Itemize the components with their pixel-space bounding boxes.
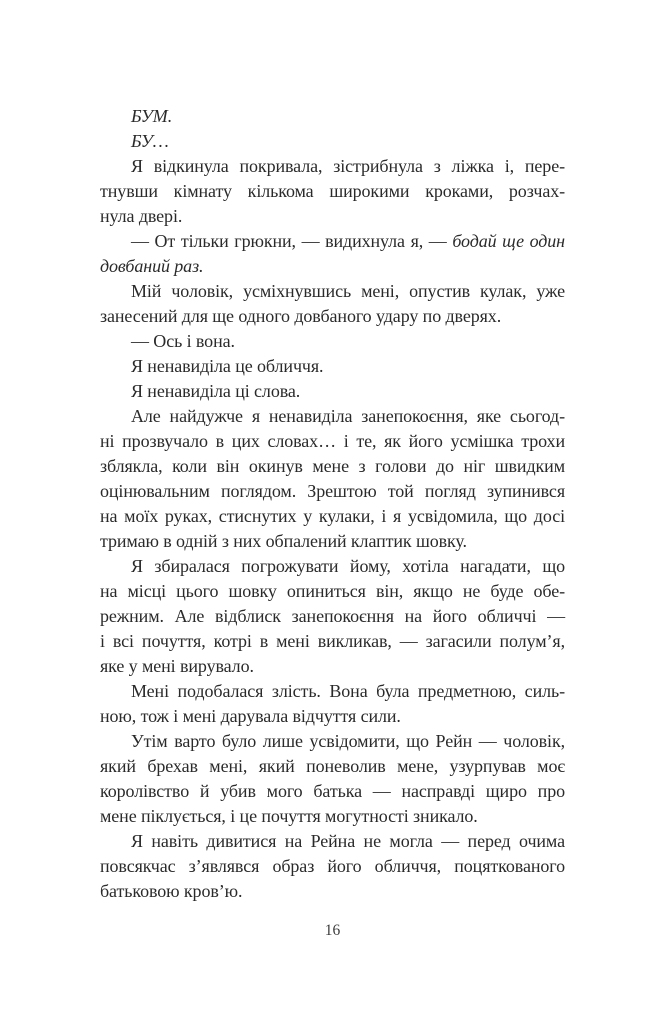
text-segment: батьковою кров’ю.	[100, 881, 243, 901]
text-line	[100, 604, 565, 629]
text-segment: Мені подобалася злість. Вона була предметною, силь-	[131, 681, 565, 701]
text-line	[100, 104, 565, 129]
text-segment: оцінювальним поглядом. Зрештою той погляд зупинився	[100, 481, 565, 501]
text-segment: королівство й убив мого батька — насправді щиро про	[100, 781, 565, 801]
page-number: 16	[324, 922, 341, 939]
italic-text-segment: бодай ще один	[452, 231, 565, 251]
text-line	[100, 379, 565, 404]
text-line	[100, 579, 565, 604]
text-segment: нула двері.	[100, 206, 183, 226]
paragraph	[100, 554, 565, 679]
text-segment: Мій чоловік, усміхнувшись мені, опустив кулак, уже	[131, 281, 565, 301]
text-line	[100, 754, 565, 779]
text-segment: і всі почуття, котрі в мені викликав, — загасили полум’я,	[100, 631, 565, 651]
paragraph	[100, 104, 565, 129]
text-segment: який брехав мені, який поневолив мене, узурпував моє	[100, 756, 565, 776]
paragraph	[100, 829, 565, 904]
text-segment: режним. Але відблиск занепокоєння на його обличчі —	[100, 606, 565, 626]
text-line	[100, 154, 565, 179]
text-segment: тнувши кімнату кількома широкими кроками, розчах-	[100, 181, 565, 201]
text-segment: занесений для ще одного довбаного удару по дверях.	[100, 306, 502, 326]
text-segment: — Ось і вона.	[131, 331, 235, 351]
text-segment: Я ненавиділа це обличчя.	[131, 356, 324, 376]
text-line	[100, 629, 565, 654]
text-segment: Я відкинула покривала, зістрибнула з ліжка і, пере-	[131, 156, 565, 176]
text-line	[100, 679, 565, 704]
text-line	[100, 129, 565, 154]
text-line	[100, 854, 565, 879]
text-segment: мене піклується, і це почуття могутності зникало.	[100, 806, 478, 826]
text-segment: Утім варто було лише усвідомити, що Рейн — чоловік,	[131, 731, 565, 751]
text-line	[100, 229, 565, 254]
text-segment: повсякчас з’являвся образ його обличчя, поцяткованого	[100, 856, 565, 876]
text-line	[100, 304, 565, 329]
text-line	[100, 179, 565, 204]
text-line	[100, 354, 565, 379]
paragraph	[100, 729, 565, 829]
text-line	[100, 729, 565, 754]
text-segment: на моїх руках, стиснутих у кулаки, і я усвідомила, що досі	[100, 506, 565, 526]
text-segment: на місці цього шовку опиниться він, якщо не буде обе-	[100, 581, 565, 601]
text-line	[100, 329, 565, 354]
paragraph	[100, 229, 565, 279]
text-line	[100, 879, 565, 904]
text-segment: зблякла, коли він окинув мене з голови до ніг швидким	[100, 456, 565, 476]
text-line	[100, 654, 565, 679]
text-segment: Але найдужче я ненавиділа занепокоєння, яке сьогод-	[131, 406, 565, 426]
text-segment: — От тільки грюкни, — видихнула я, —	[131, 231, 453, 251]
text-line	[100, 779, 565, 804]
paragraph	[100, 404, 565, 554]
text-segment: яке у мені вирувало.	[100, 656, 254, 676]
text-line	[100, 204, 565, 229]
text-line	[100, 504, 565, 529]
text-line	[100, 279, 565, 304]
text-segment: тримаю в одній з них обпалений клаптик шовку.	[100, 531, 467, 551]
italic-text-segment: БУ…	[131, 131, 169, 151]
text-line	[100, 704, 565, 729]
text-segment: Я ненавиділа ці слова.	[131, 381, 301, 401]
text-segment: Я збиралася погрожувати йому, хотіла нагадати, що	[131, 556, 565, 576]
paragraph	[100, 679, 565, 729]
text-line	[100, 554, 565, 579]
text-segment: ні прозвучало в цих словах… і те, як його усмішка трохи	[100, 431, 565, 451]
paragraph	[100, 379, 565, 404]
text-line	[100, 454, 565, 479]
text-line	[100, 479, 565, 504]
italic-text-segment: БУМ.	[131, 106, 173, 126]
italic-text-segment: довбаний раз.	[100, 256, 204, 276]
text-block	[100, 104, 565, 904]
text-segment: Я навіть дивитися на Рейна не могла — перед очима	[131, 831, 565, 851]
text-line	[100, 429, 565, 454]
text-line	[100, 404, 565, 429]
text-line	[100, 254, 565, 279]
text-line	[100, 529, 565, 554]
paragraph	[100, 129, 565, 154]
paragraph	[100, 329, 565, 354]
text-line	[100, 804, 565, 829]
paragraph	[100, 154, 565, 229]
text-segment: ною, тож і мені дарувала відчуття сили.	[100, 706, 401, 726]
paragraph	[100, 354, 565, 379]
text-line	[100, 829, 565, 854]
paragraph	[100, 279, 565, 329]
